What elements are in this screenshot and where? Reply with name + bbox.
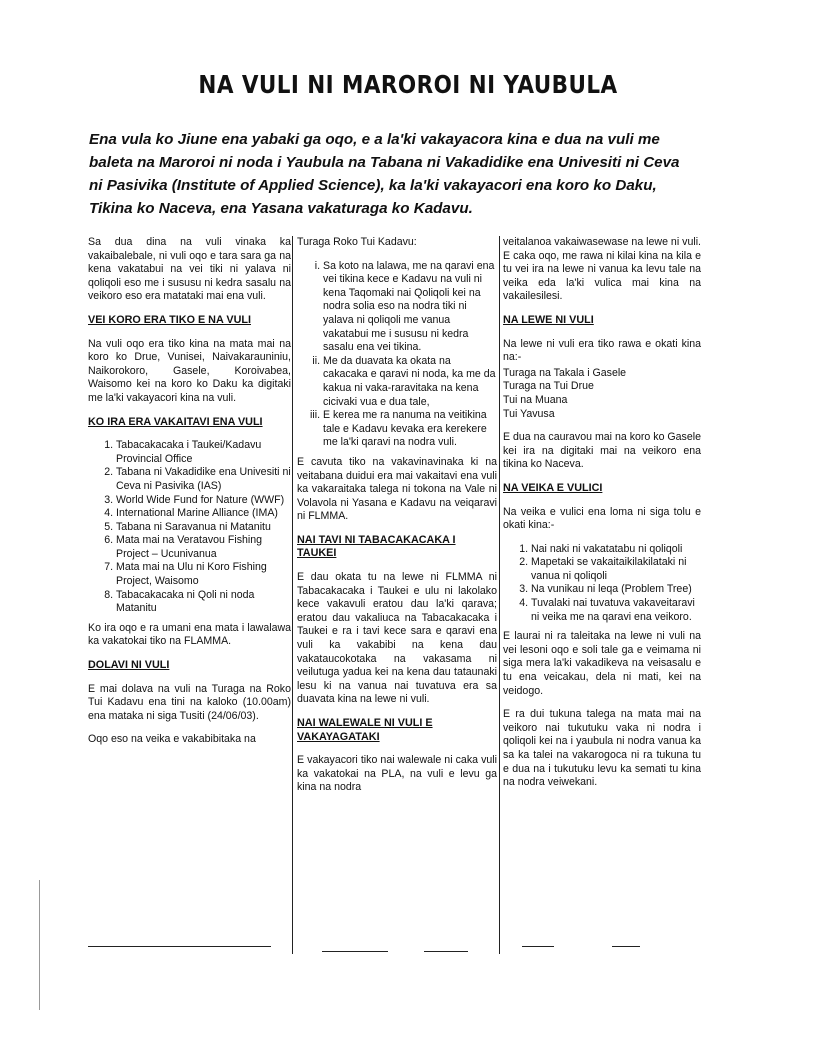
list-item: Turaga na Takala i Gasele xyxy=(503,366,627,379)
list-item: Tui na Muana xyxy=(503,393,568,406)
list-item: 6. Mata mai na Veratavou Fishing Project – Ucunivanua xyxy=(116,534,291,561)
list-item: iii. E kerea me ra nanuma na veitikina tale e Kadavu kevaka era kerekere me la'ki qaravi na nodra vuli. xyxy=(323,409,497,450)
bottom-rule xyxy=(522,946,554,947)
col2-paragraph-3: E dau okata tu na lewe ni FLMMA ni Tabacakacaka i Taukei e ulu ni lakolako kece vakavuli eratou dau la'ki qarava; eratou dau vakaliuca na Tabacakacaka i Taukei e ra i tavi kece sara e qaravi ena vuli ka vakabibi na kena dau vakataucokotaka na vakasama ni veilutuga yadua kei na kena dau tataunaki lesu ki na vanua nai tuvatuva era sa duavata kina na lewe ni vuli. xyxy=(297,571,497,706)
column-divider xyxy=(499,236,500,954)
list-item: 1. Nai naki ni vakatatabu ni qoliqoli xyxy=(531,543,701,557)
col2-paragraph-2: E cavuta tiko na vakavinavinaka ki na veitabana duidui era mai vakaitavi ena vuli ka vakaraitaka talega ni tokona na Vale ni Volavola ni Yasana e Kadavu na veiqaravi ni FLMMA. xyxy=(297,455,497,523)
heading-walewale: NAI WALEWALE NI VULI E VAKAYAGATAKI xyxy=(297,717,433,743)
scan-margin-mark xyxy=(39,880,40,1010)
heading-tavi: NAI TAVI NI TABACAKACAKA I TAUKEI xyxy=(297,533,456,560)
col1-paragraph-1: Sa dua dina na vuli vinaka ka vakaibalebale, ni vuli oqo e tara sara ga na kena vakatabui na vei tiki ni yalava ni qoliqoli eso me i sususu ni kedra sasalu na veikoro eso era matataki mai ena vuli. xyxy=(88,236,291,303)
col3-paragraph-1: veitalanoa vakaiwasewase na lewe ni vuli. E caka oqo, me rawa ni kilai kina na kila e tu vei ira na lewe ni vanua ka levu tale na veika eda la'ki vulica mai kina na vakailesilesi. xyxy=(503,236,701,303)
organisations-list xyxy=(88,439,291,616)
col2-paragraph-1: Turaga Roko Tui Kadavu: xyxy=(297,236,417,248)
list-item: 4. Tuvalaki nai tuvatuva vakaveitaravi ni veika me na qaravi ena veikoro. xyxy=(531,597,701,624)
col3-paragraph-5: E laurai ni ra taleitaka na lewe ni vuli na vei lesoni oqo e soli tale ga e veimama ni siga mera la'ki vakadikeva na veisasalu e tu ena veicakau, dela ni mati, kei na veidogo. xyxy=(503,630,701,697)
col1-paragraph-3: Ko ira oqo e ra umani ena mata i lawalawa ka vakatokai tiko na FLAMMA. xyxy=(88,621,291,648)
heading-vakaitavi: KO IRA ERA VAKAITAVI ENA VULI xyxy=(88,415,263,428)
list-item: ii. Me da duavata ka okata na cakacaka e qaravi ni noda, ka me da kakua ni vaka-raravitaka na kena cicivaki vua e dua tale, xyxy=(323,355,497,409)
page-title: NA VULI NI MAROROI NI YAUBULA xyxy=(198,70,618,99)
list-item: 7. Mata mai na Ulu ni Koro Fishing Project, Waisomo xyxy=(116,561,291,588)
col1-paragraph-4: E mai dolava na vuli na Turaga na Roko Tui Kadavu ena tini na kaloko (10.00am) ena mataka ni siga Tusiti (24/06/03). xyxy=(88,682,291,722)
col3-paragraph-3: E dua na cauravou mai na koro ko Gasele kei ira na digitaki mai na veikoro ena tikina ko Naceva. xyxy=(503,431,701,471)
col3-paragraph-6: E ra dui tukuna talega na mata mai na veikoro nai tukutuku vaka ni nodra i qoliqoli kei na i yaubula ni nodra vanua ka sa ka talei na vakarogoca ni ra tukuna tu e dua na i tukutuku levu ka semati tu kina na nodra veiwekani. xyxy=(503,708,701,789)
list-item: Turaga na Tui Drue xyxy=(503,380,594,393)
list-item: 4. International Marine Alliance (IMA) xyxy=(116,507,291,521)
list-item: 2. Mapetaki se vakaitaikilakilataki ni vanua ni qoliqoli xyxy=(531,556,701,583)
members-list xyxy=(503,367,701,421)
list-item: 5. Tabana ni Saravanua ni Matanitu xyxy=(116,521,291,535)
list-item: 3. Na vunikau ni leqa (Problem Tree) xyxy=(531,583,701,597)
list-item: i. Sa koto na lalawa, me na qaravi ena vei tikina kece e Kadavu na vuli ni kena Taqomaki nai Qoliqoli kei na nodra solia eso na nodra tiki ni yalava ni qoliqoli me vanua vakatabui me i sususu ni kedra sasalu ena vei tikina. xyxy=(323,260,497,355)
heading-veika: NA VEIKA E VULICI xyxy=(503,481,603,494)
col3-paragraph-4: Na veika e vulici ena loma ni siga tolu e okati kina:- xyxy=(503,505,701,532)
heading-dolavi: DOLAVI NI VULI xyxy=(88,659,170,672)
bottom-rule xyxy=(88,946,271,947)
column-2 xyxy=(297,236,497,805)
bottom-rule xyxy=(424,951,468,952)
list-item: Tui Yavusa xyxy=(503,407,555,420)
bottom-rule xyxy=(612,946,640,947)
column-divider xyxy=(292,236,293,954)
bottom-rule xyxy=(322,951,388,952)
column-1 xyxy=(88,236,291,757)
topics-list xyxy=(503,543,701,625)
list-item: 2. Tabana ni Vakadidike ena Univesiti ni Ceva ni Pasivika (IAS) xyxy=(116,466,291,493)
list-item: 3. World Wide Fund for Nature (WWF) xyxy=(116,494,291,508)
heading-lewe: NA LEWE NI VULI xyxy=(503,313,594,326)
intro-paragraph: Ena vula ko Jiune ena yabaki ga oqo, e a la'ki vakayacora kina e dua na vuli me baleta na Maroroi ni noda i Yaubula na Tabana ni Vakadidike ena Univesiti ni Ceva ni Pasivika (Institute of Applied Science), ka la'ki vakayacori ena koro ko Daku, Tikina ko Naceva, ena Yasana vakaturaga ko Kadavu. xyxy=(89,131,680,217)
col1-paragraph-2: Na vuli oqo era tiko kina na mata mai na koro ko Drue, Vunisei, Naivakarauniniu, Naikorokoro, Gasele, Koroivabea, Waisomo kei na koro ko Daku ka digitaki me la'ki vakayacori kina na vuli. xyxy=(88,337,291,404)
heading-koro: VEI KORO ERA TIKO E NA VULI xyxy=(88,313,251,326)
points-list xyxy=(297,260,497,450)
list-item: 8. Tabacakacaka ni Qoli ni noda Matanitu xyxy=(116,589,291,616)
column-3 xyxy=(503,236,701,800)
list-item: 1. Tabacakacaka i Taukei/Kadavu Provincial Office xyxy=(116,439,291,466)
col2-paragraph-4: E vakayacori tiko nai walewale ni caka vuli ka vakatokai na PLA, na vuli e levu ga kina na nodra xyxy=(297,754,497,794)
col3-paragraph-2: Na lewe ni vuli era tiko rawa e okati kina na:- xyxy=(503,337,701,364)
col1-paragraph-5: Oqo eso na veika e vakabibitaka na xyxy=(88,733,256,746)
